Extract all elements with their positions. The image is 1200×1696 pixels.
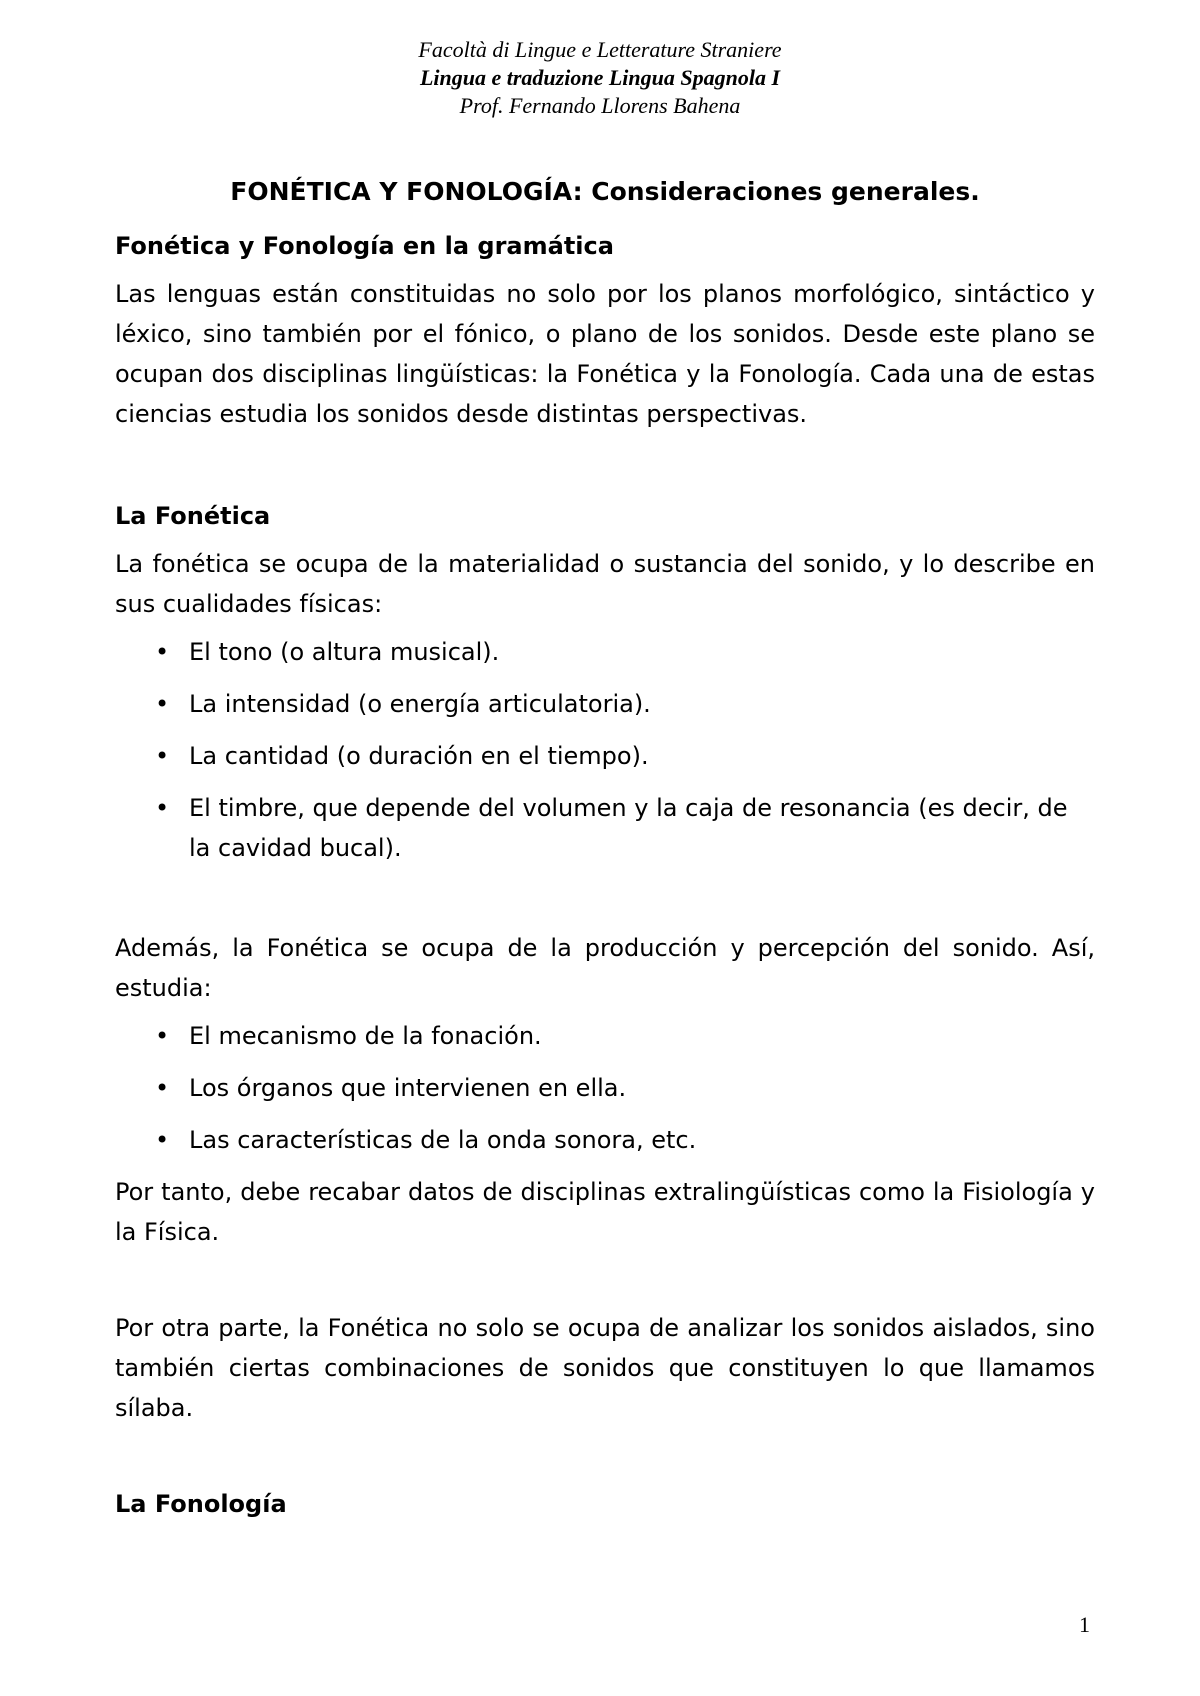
course-name: Lingua e traduzione Lingua Spagnola I [419,65,781,90]
bullet-icon: • [155,1022,170,1050]
page-number: 1 [1079,1612,1090,1637]
list-item: • El timbre, que depende del volumen y la caja de resonancia (es decir, de la cavidad bucal). [155,788,1095,868]
bullet-icon: • [155,1126,170,1154]
list-item: • El tono (o altura musical). [155,632,1095,672]
bullet-icon: • [155,690,170,718]
list-item: • El mecanismo de la fonación. [155,1016,1095,1056]
bullet-icon: • [155,794,170,822]
bullet-icon: • [155,742,170,770]
bullet-icon: • [155,1074,170,1102]
list-item: • La intensidad (o energía articulatoria). [155,684,1095,724]
page-header [0,36,1200,120]
qualities-list [115,632,1095,868]
section-heading-phonetics-phonology: Fonética y Fonología en la gramática [115,232,614,260]
list-item: • La cantidad (o duración en el tiempo). [155,736,1095,776]
section-heading-phonology: La Fonología [115,1490,287,1518]
production-intro-paragraph: Además, la Fonética se ocupa de la producción y percepción del sonido. Así, estudia: [115,934,1095,1002]
list-item: • Los órganos que intervienen en ella. [155,1068,1095,1108]
list-item: • Las características de la onda sonora, etc. [155,1120,1095,1160]
document-title: FONÉTICA Y FONOLOGÍA: Consideraciones generales. [230,177,980,206]
syllable-paragraph: Por otra parte, la Fonética no solo se ocupa de analizar los sonidos aislados, sino también ciertas combinaciones de sonidos que constituyen lo que llamamos sílaba. [115,1314,1095,1422]
phonetics-intro-paragraph: La fonética se ocupa de la materialidad o sustancia del sonido, y lo describe en sus cualidades físicas: [115,550,1095,618]
faculty-name: Facoltà di Lingue e Letterature Straniere [418,37,782,62]
document-body [115,172,1095,1532]
professor-name: Prof. Fernando Llorens Bahena [459,93,741,118]
intro-paragraph: Las lenguas están constituidas no solo por los planos morfológico, sintáctico y léxico, sino también por el fónico, o plano de los sonidos. Desde este plano se ocupan dos disciplinas lingüísticas: la Fonética y la Fonología. Cada una de estas ciencias estudia los sonidos desde distintas perspectivas. [115,280,1095,428]
section-heading-phonetics: La Fonética [115,502,271,530]
production-list [115,1016,1095,1160]
bullet-icon: • [155,638,170,666]
conclusion-paragraph: Por tanto, debe recabar datos de disciplinas extralingüísticas como la Fisiología y la Física. [115,1178,1095,1246]
